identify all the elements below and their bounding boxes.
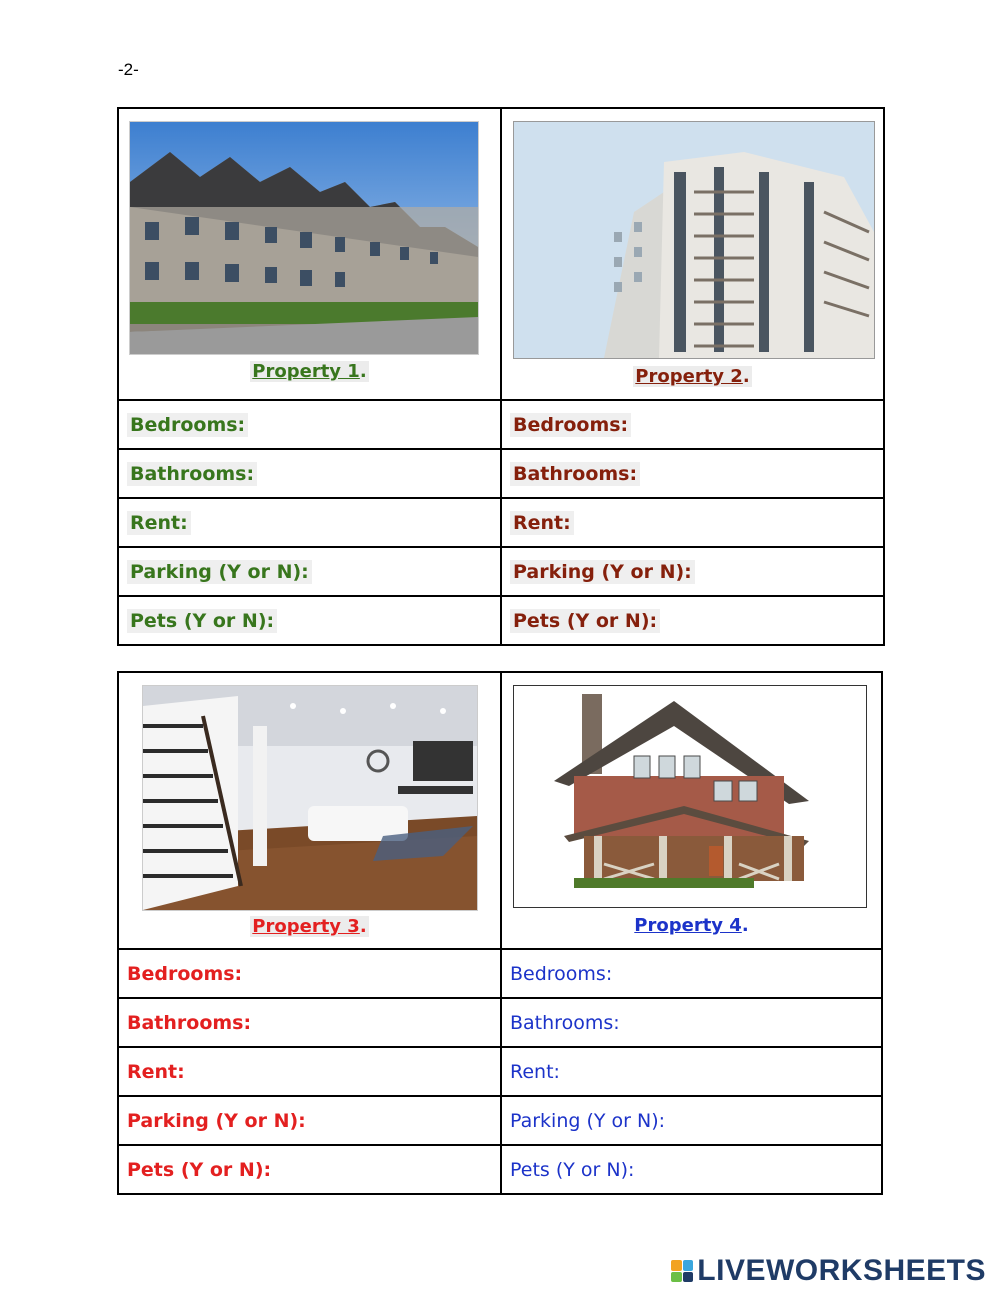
property-2-photo-cell xyxy=(501,108,884,400)
property-1-parking-field[interactable]: Parking (Y or N): xyxy=(118,547,501,596)
liveworksheets-logo-icon xyxy=(671,1260,693,1282)
property-2-bedrooms-field[interactable]: Bedrooms: xyxy=(501,400,884,449)
property-1-link[interactable]: Property 1 xyxy=(252,361,360,382)
property-2-bathrooms-field[interactable]: Bathrooms: xyxy=(501,449,884,498)
property-3-photo-cell xyxy=(118,672,501,949)
liveworksheets-logo-text: LIVEWORKSHEETS xyxy=(697,1254,986,1287)
property-4-pets-field[interactable]: Pets (Y or N): xyxy=(501,1145,882,1194)
page-number: -2- xyxy=(118,60,139,79)
property-2-pets-field[interactable]: Pets (Y or N): xyxy=(501,596,884,645)
property-4-parking-field[interactable]: Parking (Y or N): xyxy=(501,1096,882,1145)
property-1-rent-field[interactable]: Rent: xyxy=(118,498,501,547)
property-table-2 xyxy=(117,671,883,1195)
property-3-bathrooms-field[interactable]: Bathrooms: xyxy=(118,998,501,1047)
property-4-photo xyxy=(513,685,867,908)
property-4-rent-field[interactable]: Rent: xyxy=(501,1047,882,1096)
property-2-caption: Property 2. xyxy=(635,366,750,387)
property-table-1 xyxy=(117,107,885,646)
property-1-bedrooms-field[interactable]: Bedrooms: xyxy=(118,400,501,449)
property-4-caption: Property 4. xyxy=(634,915,749,936)
property-3-pets-field[interactable]: Pets (Y or N): xyxy=(118,1145,501,1194)
property-4-photo-cell xyxy=(501,672,882,949)
property-1-bathrooms-field[interactable]: Bathrooms: xyxy=(118,449,501,498)
liveworksheets-logo xyxy=(671,1254,986,1288)
property-3-caption: Property 3. xyxy=(252,916,367,937)
property-2-photo xyxy=(513,121,875,359)
property-4-bedrooms-field[interactable]: Bedrooms: xyxy=(501,949,882,998)
property-2-rent-field[interactable]: Rent: xyxy=(501,498,884,547)
property-2-link[interactable]: Property 2 xyxy=(635,366,743,387)
property-1-caption: Property 1. xyxy=(252,361,367,382)
property-3-parking-field[interactable]: Parking (Y or N): xyxy=(118,1096,501,1145)
property-3-rent-field[interactable]: Rent: xyxy=(118,1047,501,1096)
property-3-link[interactable]: Property 3 xyxy=(252,916,360,937)
property-4-link[interactable]: Property 4 xyxy=(634,915,742,936)
property-2-parking-field[interactable]: Parking (Y or N): xyxy=(501,547,884,596)
property-1-photo xyxy=(129,121,479,355)
property-4-bathrooms-field[interactable]: Bathrooms: xyxy=(501,998,882,1047)
property-1-photo-cell xyxy=(118,108,501,400)
property-1-pets-field[interactable]: Pets (Y or N): xyxy=(118,596,501,645)
property-3-bedrooms-field[interactable]: Bedrooms: xyxy=(118,949,501,998)
property-3-photo xyxy=(142,685,478,911)
